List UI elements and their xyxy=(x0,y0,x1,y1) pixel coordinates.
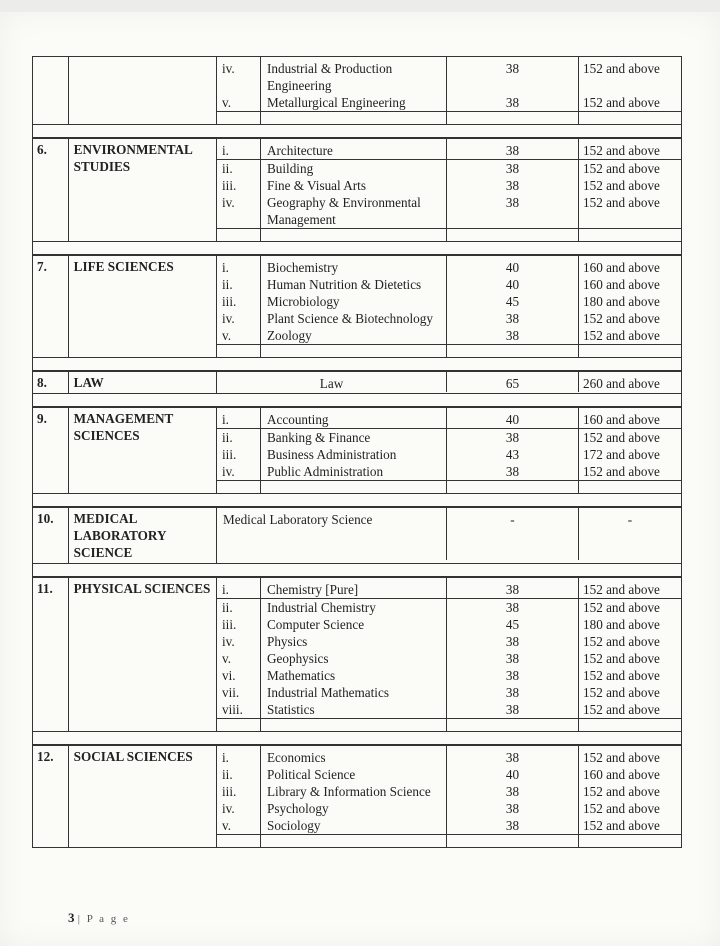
minimum-score: 38 xyxy=(447,667,579,684)
minimum-score: - xyxy=(447,508,579,560)
minimum-score: 38 xyxy=(447,463,579,480)
jamb-score: 172 and above xyxy=(583,447,660,462)
section-spacer xyxy=(32,394,682,407)
jamb-score: 152 and above xyxy=(583,702,660,717)
blank-cell xyxy=(447,481,579,493)
course-row xyxy=(217,667,681,684)
jamb-score: 152 and above xyxy=(583,818,660,833)
course-index: iv. xyxy=(217,800,261,817)
course-name: Microbiology xyxy=(261,293,447,310)
faculty-section xyxy=(32,255,682,358)
faculty-name: ENVIRONMENTAL STUDIES xyxy=(69,139,217,241)
blank-cell xyxy=(261,112,447,124)
blank-cell xyxy=(217,345,261,357)
blank-cell xyxy=(217,719,261,731)
blank-cell xyxy=(447,345,579,357)
blank-cell xyxy=(447,229,579,241)
course-index: i. xyxy=(217,408,261,428)
jamb-score: - xyxy=(627,512,633,527)
course-index: ii. xyxy=(217,766,261,783)
course-name: Industrial Chemistry xyxy=(261,599,447,616)
section-number: 7. xyxy=(33,256,69,357)
minimum-score: 38 xyxy=(447,194,579,228)
course-row xyxy=(217,598,681,616)
jamb-score: 160 and above xyxy=(583,277,660,292)
section-number: 11. xyxy=(33,578,69,731)
section-spacer xyxy=(32,494,682,507)
blank-cell xyxy=(217,112,261,124)
section-number xyxy=(33,57,69,124)
jamb-score: 152 and above xyxy=(583,311,660,326)
blank-cell xyxy=(261,719,447,731)
faculty-name: MEDICAL LABORATORY SCIENCE xyxy=(69,508,217,563)
jamb-score: 152 and above xyxy=(583,634,660,649)
course-list xyxy=(217,256,681,357)
jamb-score: 152 and above xyxy=(583,143,660,158)
jamb-score: 152 and above xyxy=(583,651,660,666)
course-name: Geophysics xyxy=(261,650,447,667)
course-row xyxy=(217,650,681,667)
blank-cell xyxy=(261,345,447,357)
blank-row xyxy=(217,480,681,493)
jamb-score: 152 and above xyxy=(583,685,660,700)
course-index: iii. xyxy=(217,177,261,194)
minimum-score: 38 xyxy=(447,817,579,834)
jamb-score: 152 and above xyxy=(583,61,660,76)
jamb-score: 160 and above xyxy=(583,767,660,782)
course-row xyxy=(217,276,681,293)
minimum-score: 40 xyxy=(447,766,579,783)
minimum-score: 43 xyxy=(447,446,579,463)
course-index: viii. xyxy=(217,701,261,718)
blank-cell xyxy=(579,481,681,493)
course-list xyxy=(217,746,681,847)
minimum-score: 40 xyxy=(447,408,579,428)
blank-row xyxy=(217,834,681,847)
blank-cell xyxy=(217,481,261,493)
course-index: iv. xyxy=(217,310,261,327)
jamb-score: 152 and above xyxy=(583,328,660,343)
course-name: Physics xyxy=(261,633,447,650)
minimum-score: 38 xyxy=(447,327,579,344)
course-row xyxy=(217,766,681,783)
course-name: Plant Science & Biotechnology xyxy=(261,310,447,327)
blank-cell xyxy=(579,112,681,124)
course-row xyxy=(217,817,681,834)
minimum-score: 38 xyxy=(447,94,579,111)
course-row xyxy=(217,159,681,177)
jamb-score: 152 and above xyxy=(583,195,660,210)
blank-cell xyxy=(261,229,447,241)
blank-cell xyxy=(217,229,261,241)
course-index: iii. xyxy=(217,446,261,463)
course-index: iii. xyxy=(217,293,261,310)
course-name: Human Nutrition & Dietetics xyxy=(261,276,447,293)
faculty-name: PHYSICAL SCIENCES xyxy=(69,578,217,731)
course-row xyxy=(217,310,681,327)
course-row xyxy=(217,746,681,766)
jamb-score: 260 and above xyxy=(583,376,660,391)
minimum-score: 45 xyxy=(447,293,579,310)
faculty-section xyxy=(32,371,682,394)
course-row xyxy=(217,446,681,463)
course-row xyxy=(217,508,681,560)
blank-row xyxy=(217,344,681,357)
section-number: 12. xyxy=(33,746,69,847)
course-index: v. xyxy=(217,94,261,111)
blank-row xyxy=(217,718,681,731)
document-page xyxy=(0,12,720,946)
course-row xyxy=(217,783,681,800)
course-row xyxy=(217,194,681,228)
course-row xyxy=(217,633,681,650)
faculty-name xyxy=(69,57,217,124)
jamb-score: 152 and above xyxy=(583,95,660,110)
course-row xyxy=(217,428,681,446)
blank-cell xyxy=(579,345,681,357)
course-name: Fine & Visual Arts xyxy=(261,177,447,194)
course-row xyxy=(217,327,681,344)
minimum-score: 38 xyxy=(447,783,579,800)
blank-cell xyxy=(261,835,447,847)
minimum-score: 38 xyxy=(447,177,579,194)
course-row xyxy=(217,139,681,159)
course-name: Political Science xyxy=(261,766,447,783)
faculty-section xyxy=(32,56,682,125)
jamb-score: 152 and above xyxy=(583,464,660,479)
course-list xyxy=(217,139,681,241)
course-name: Public Administration xyxy=(261,463,447,480)
faculty-section xyxy=(32,407,682,494)
jamb-score: 152 and above xyxy=(583,178,660,193)
section-spacer xyxy=(32,242,682,255)
section-spacer xyxy=(32,564,682,577)
course-name: Law xyxy=(217,372,447,392)
course-index: vi. xyxy=(217,667,261,684)
blank-cell xyxy=(447,835,579,847)
jamb-score: 152 and above xyxy=(583,582,660,597)
course-name: Medical Laboratory Science xyxy=(217,508,447,560)
course-name: Industrial & Production Engineering xyxy=(261,57,447,94)
minimum-score: 38 xyxy=(447,57,579,94)
minimum-score: 38 xyxy=(447,139,579,159)
course-row xyxy=(217,684,681,701)
faculty-name: SOCIAL SCIENCES xyxy=(69,746,217,847)
course-list xyxy=(217,372,681,393)
course-name: Biochemistry xyxy=(261,256,447,276)
course-index: iv. xyxy=(217,633,261,650)
jamb-score: 152 and above xyxy=(583,668,660,683)
minimum-score: 38 xyxy=(447,684,579,701)
course-index: v. xyxy=(217,650,261,667)
cutoff-table xyxy=(32,56,682,848)
course-index: v. xyxy=(217,817,261,834)
faculty-name: LIFE SCIENCES xyxy=(69,256,217,357)
minimum-score: 38 xyxy=(447,633,579,650)
minimum-score: 38 xyxy=(447,578,579,598)
course-name: Accounting xyxy=(261,408,447,428)
faculty-section xyxy=(32,507,682,564)
course-row xyxy=(217,57,681,94)
jamb-score: 160 and above xyxy=(583,260,660,275)
course-index: ii. xyxy=(217,429,261,446)
course-index: iii. xyxy=(217,616,261,633)
minimum-score: 38 xyxy=(447,429,579,446)
course-name: Metallurgical Engineering xyxy=(261,94,447,111)
section-number: 10. xyxy=(33,508,69,563)
blank-cell xyxy=(579,835,681,847)
jamb-score: 180 and above xyxy=(583,617,660,632)
section-number: 9. xyxy=(33,408,69,493)
minimum-score: 65 xyxy=(447,372,579,392)
faculty-section xyxy=(32,138,682,242)
course-name: Computer Science xyxy=(261,616,447,633)
section-spacer xyxy=(32,732,682,745)
minimum-score: 38 xyxy=(447,160,579,177)
course-name: Psychology xyxy=(261,800,447,817)
section-number: 6. xyxy=(33,139,69,241)
jamb-score: 180 and above xyxy=(583,294,660,309)
course-name: Library & Information Science xyxy=(261,783,447,800)
blank-row xyxy=(217,111,681,124)
course-list xyxy=(217,57,681,124)
course-index: iv. xyxy=(217,463,261,480)
jamb-score: 152 and above xyxy=(583,600,660,615)
section-number: 8. xyxy=(33,372,69,393)
jamb-score: 160 and above xyxy=(583,412,660,427)
course-row xyxy=(217,408,681,428)
faculty-name: MANAGEMENT SCIENCES xyxy=(69,408,217,493)
faculty-name: LAW xyxy=(69,372,217,393)
jamb-score: 152 and above xyxy=(583,801,660,816)
minimum-score: 38 xyxy=(447,800,579,817)
blank-cell xyxy=(447,112,579,124)
course-name: Chemistry [Pure] xyxy=(261,578,447,598)
section-spacer xyxy=(32,358,682,371)
course-row xyxy=(217,616,681,633)
page-number: 3 xyxy=(68,910,75,925)
course-list xyxy=(217,578,681,731)
course-index: iii. xyxy=(217,783,261,800)
course-list xyxy=(217,508,681,563)
course-index: iv. xyxy=(217,194,261,228)
blank-cell xyxy=(217,835,261,847)
course-row xyxy=(217,463,681,480)
course-row xyxy=(217,578,681,598)
blank-cell xyxy=(447,719,579,731)
minimum-score: 38 xyxy=(447,701,579,718)
course-name: Banking & Finance xyxy=(261,429,447,446)
course-row xyxy=(217,256,681,276)
course-index: i. xyxy=(217,746,261,766)
jamb-score: 152 and above xyxy=(583,784,660,799)
minimum-score: 45 xyxy=(447,616,579,633)
course-name: Economics xyxy=(261,746,447,766)
faculty-section xyxy=(32,745,682,848)
course-index: ii. xyxy=(217,160,261,177)
blank-row xyxy=(217,228,681,241)
course-index: ii. xyxy=(217,276,261,293)
blank-cell xyxy=(579,229,681,241)
minimum-score: 38 xyxy=(447,310,579,327)
course-index: v. xyxy=(217,327,261,344)
minimum-score: 40 xyxy=(447,276,579,293)
course-name: Mathematics xyxy=(261,667,447,684)
page-footer xyxy=(68,910,130,926)
course-index: i. xyxy=(217,578,261,598)
blank-cell xyxy=(579,719,681,731)
course-list xyxy=(217,408,681,493)
minimum-score: 38 xyxy=(447,650,579,667)
course-index: vii. xyxy=(217,684,261,701)
course-row xyxy=(217,800,681,817)
course-name: Building xyxy=(261,160,447,177)
jamb-score: 152 and above xyxy=(583,430,660,445)
course-row xyxy=(217,177,681,194)
course-row xyxy=(217,94,681,111)
minimum-score: 38 xyxy=(447,746,579,766)
course-name: Business Administration xyxy=(261,446,447,463)
blank-cell xyxy=(261,481,447,493)
course-row xyxy=(217,293,681,310)
course-name: Zoology xyxy=(261,327,447,344)
page-label: | P a g e xyxy=(77,913,130,925)
course-row xyxy=(217,372,681,392)
section-spacer xyxy=(32,125,682,138)
minimum-score: 40 xyxy=(447,256,579,276)
course-name: Geography & Environmental Management xyxy=(261,194,447,228)
minimum-score: 38 xyxy=(447,599,579,616)
course-index: iv. xyxy=(217,57,261,94)
course-index: i. xyxy=(217,256,261,276)
course-name: Industrial Mathematics xyxy=(261,684,447,701)
course-name: Sociology xyxy=(261,817,447,834)
course-index: i. xyxy=(217,139,261,159)
course-row xyxy=(217,701,681,718)
jamb-score: 152 and above xyxy=(583,161,660,176)
faculty-section xyxy=(32,577,682,732)
course-name: Statistics xyxy=(261,701,447,718)
course-index: ii. xyxy=(217,599,261,616)
jamb-score: 152 and above xyxy=(583,750,660,765)
course-name: Architecture xyxy=(261,139,447,159)
